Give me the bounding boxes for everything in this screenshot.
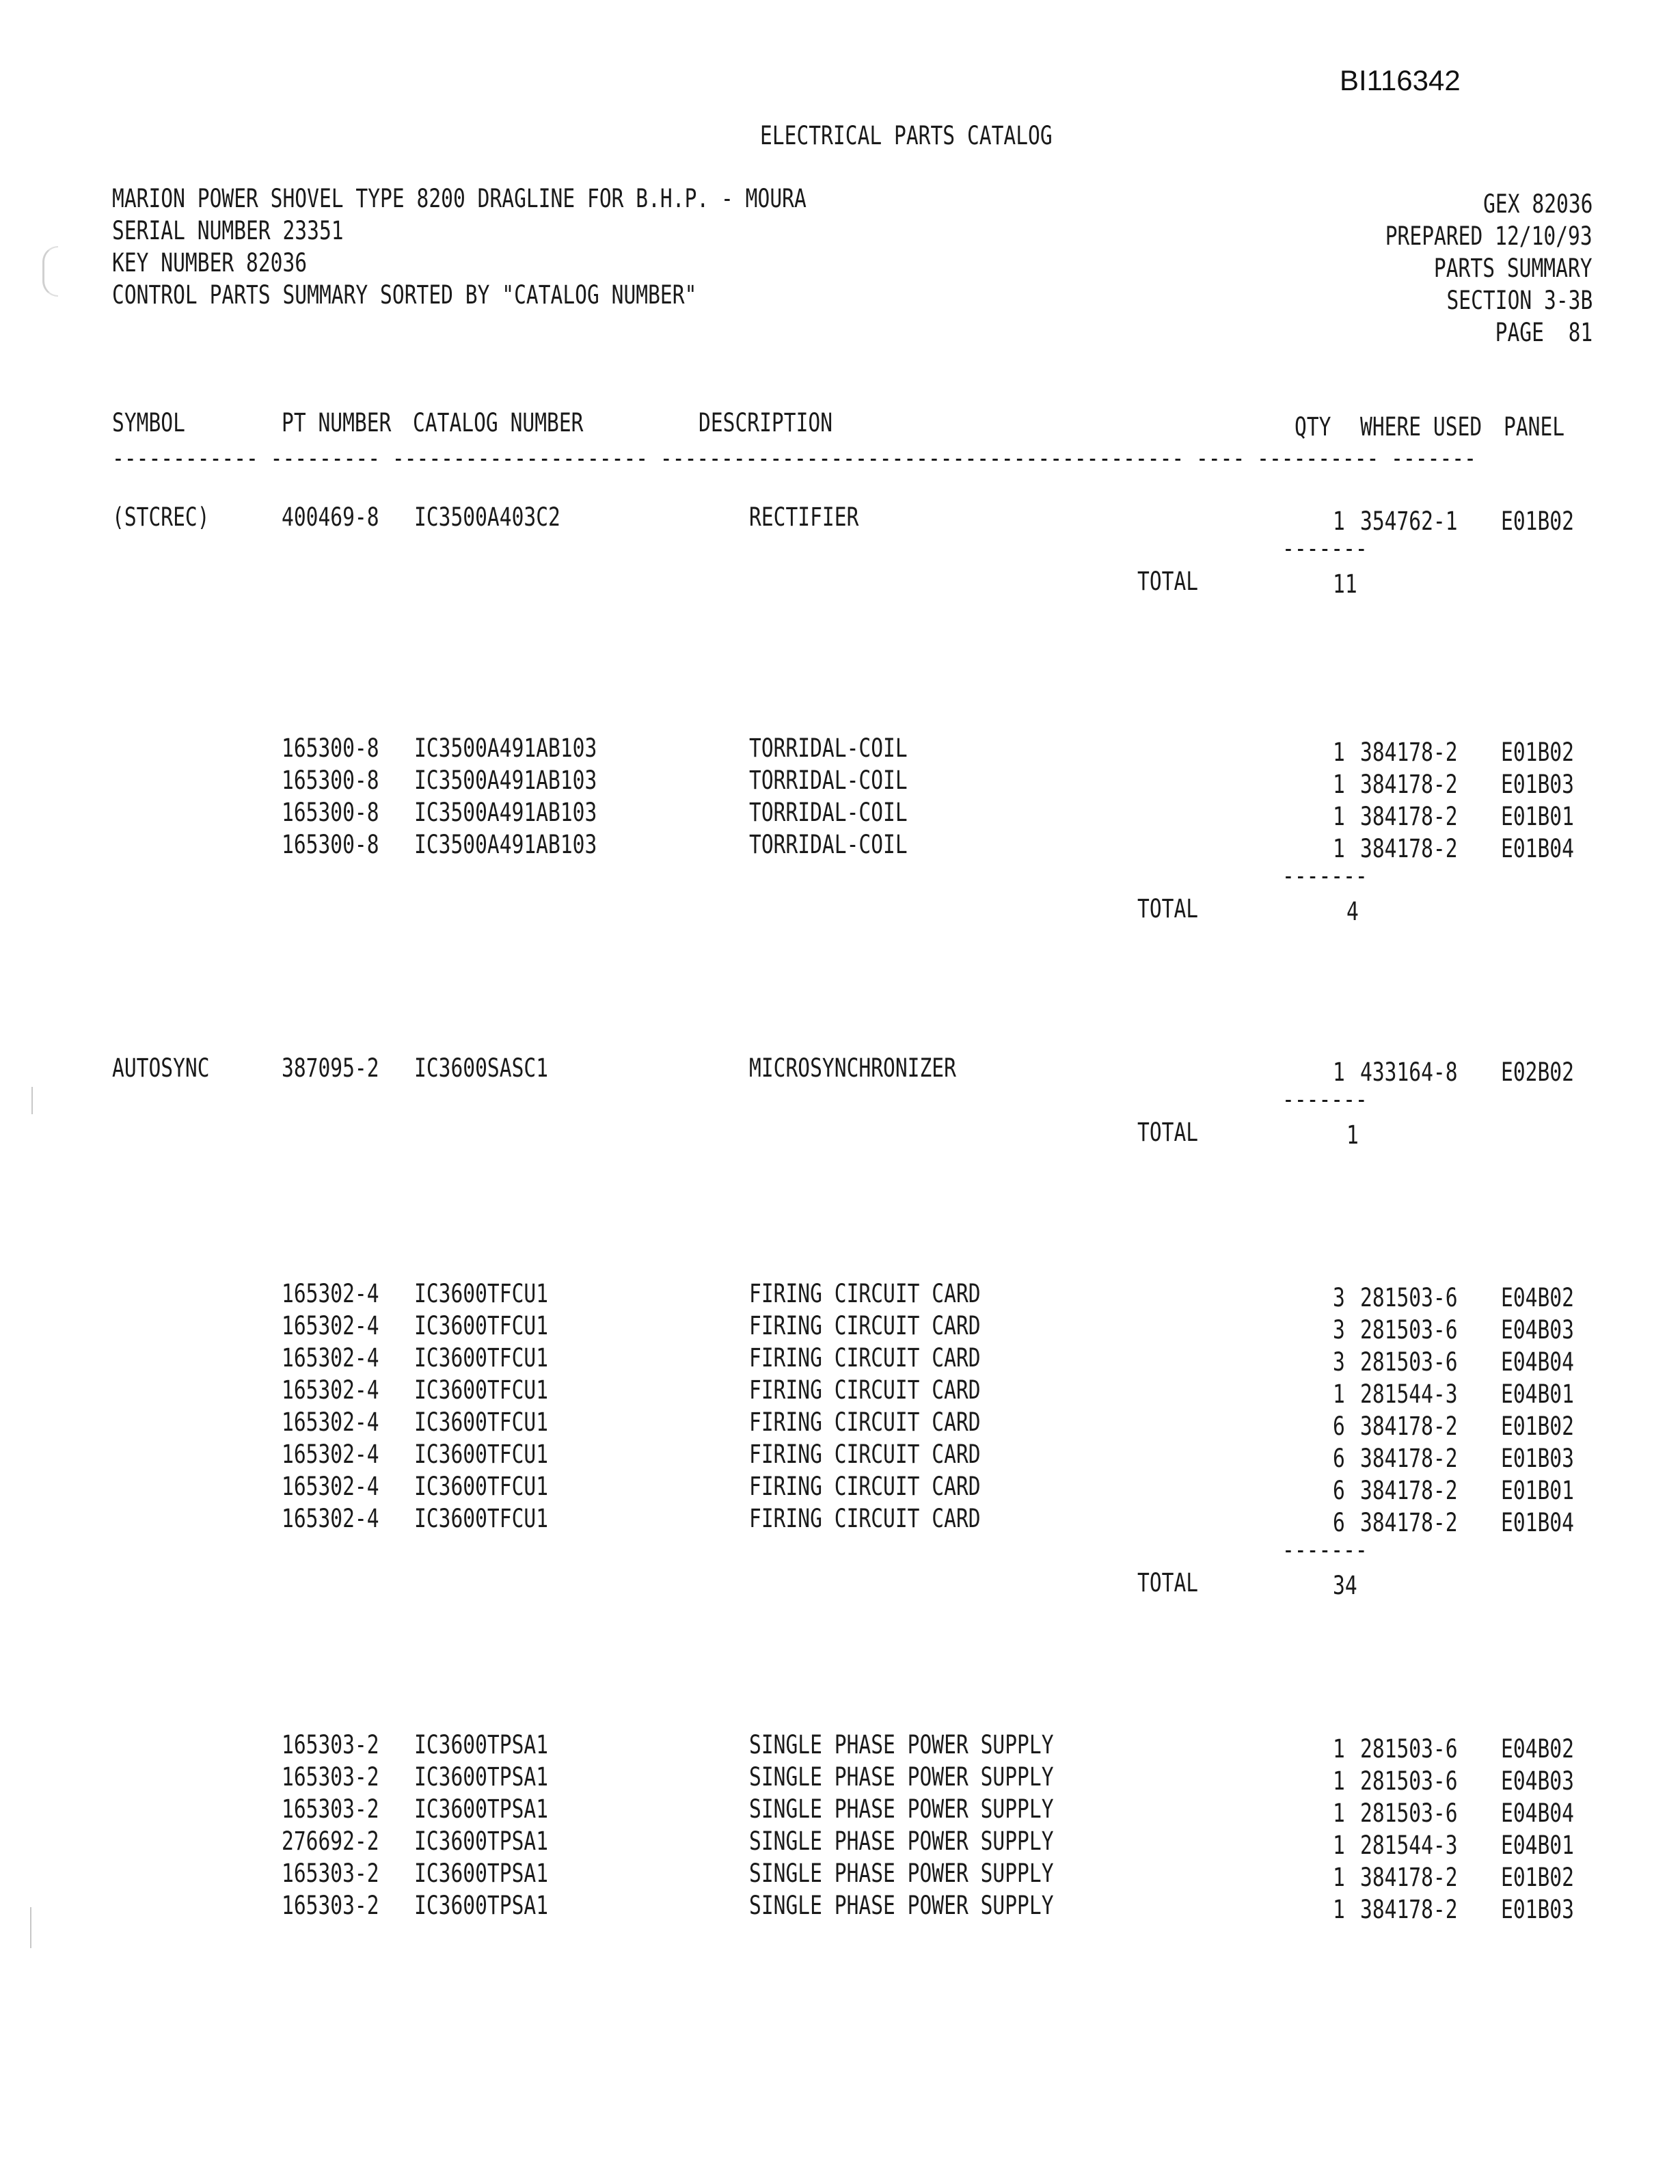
cell-description: TORRIDAL-COIL	[749, 798, 908, 827]
cell-where-used: 384178-2	[1360, 834, 1458, 863]
cell-qty: 1	[1333, 507, 1345, 536]
cell-symbol: (STCREC)	[112, 502, 210, 532]
cell-qty: 1	[1333, 1798, 1345, 1828]
header-left-line: KEY NUMBER 82036	[112, 248, 308, 278]
cell-where-used: 281544-3	[1360, 1379, 1458, 1409]
document-id: BI116342	[1340, 64, 1461, 96]
cell-panel: E04B04	[1501, 1347, 1574, 1377]
total-label: TOTAL	[1137, 894, 1199, 924]
header-left-line: CONTROL PARTS SUMMARY SORTED BY "CATALOG NUMBER"	[112, 280, 697, 310]
total-value: 1	[1346, 1120, 1359, 1150]
cell-description: SINGLE PHASE POWER SUPPLY	[749, 1762, 1054, 1792]
cell-where-used: 384178-2	[1360, 1444, 1458, 1473]
column-header-description: DESCRIPTION	[699, 408, 833, 437]
margin-mark	[30, 1907, 31, 1948]
cell-panel: E04B04	[1501, 1798, 1574, 1828]
cell-description: SINGLE PHASE POWER SUPPLY	[749, 1826, 1054, 1856]
cell-pt-number: 165303-2	[282, 1794, 379, 1824]
total-divider: -------	[1282, 1085, 1368, 1114]
cell-panel: E04B03	[1501, 1766, 1574, 1796]
cell-pt-number: 387095-2	[282, 1053, 379, 1083]
cell-description: FIRING CIRCUIT CARD	[749, 1472, 981, 1501]
cell-description: FIRING CIRCUIT CARD	[749, 1311, 981, 1340]
cell-qty: 1	[1333, 802, 1345, 831]
cell-panel: E01B03	[1501, 1895, 1574, 1924]
cell-description: FIRING CIRCUIT CARD	[749, 1279, 981, 1308]
cell-catalog-number: IC3500A491AB103	[414, 830, 597, 859]
cell-pt-number: 400469-8	[282, 502, 379, 532]
column-header-pt-number: PT NUMBER	[282, 408, 392, 437]
total-divider: -------	[1282, 534, 1368, 563]
cell-catalog-number: IC3600TFCU1	[414, 1343, 549, 1373]
cell-pt-number: 165302-4	[282, 1311, 379, 1340]
page-title: ELECTRICAL PARTS CATALOG	[760, 121, 1053, 150]
cell-description: SINGLE PHASE POWER SUPPLY	[749, 1859, 1054, 1888]
cell-panel: E01B04	[1501, 1508, 1574, 1537]
cell-where-used: 384178-2	[1360, 738, 1458, 767]
cell-pt-number: 165303-2	[282, 1859, 379, 1888]
cell-panel: E01B01	[1501, 1476, 1574, 1505]
total-label: TOTAL	[1137, 1568, 1199, 1597]
cell-pt-number: 165302-4	[282, 1440, 379, 1469]
cell-pt-number: 165303-2	[282, 1730, 379, 1760]
cell-where-used: 384178-2	[1360, 770, 1458, 799]
cell-panel: E04B01	[1501, 1379, 1574, 1409]
cell-symbol: AUTOSYNC	[112, 1053, 210, 1083]
cell-description: FIRING CIRCUIT CARD	[749, 1343, 981, 1373]
total-value: 4	[1346, 897, 1359, 926]
cell-where-used: 281503-6	[1360, 1283, 1458, 1312]
cell-panel: E02B02	[1501, 1057, 1574, 1087]
cell-catalog-number: IC3600TPSA1	[414, 1730, 549, 1760]
cell-qty: 1	[1333, 738, 1345, 767]
cell-panel: E01B04	[1501, 834, 1574, 863]
cell-pt-number: 165302-4	[282, 1279, 379, 1308]
total-label: TOTAL	[1137, 1118, 1199, 1147]
header-right-line: SECTION 3-3B	[1446, 286, 1593, 315]
cell-pt-number: 276692-2	[282, 1826, 379, 1856]
cell-qty: 1	[1333, 770, 1345, 799]
cell-description: SINGLE PHASE POWER SUPPLY	[749, 1891, 1054, 1920]
cell-pt-number: 165302-4	[282, 1375, 379, 1405]
cell-pt-number: 165300-8	[282, 766, 379, 795]
cell-catalog-number: IC3600TFCU1	[414, 1472, 549, 1501]
cell-qty: 1	[1333, 1831, 1345, 1860]
cell-qty: 6	[1333, 1508, 1345, 1537]
cell-where-used: 384178-2	[1360, 1476, 1458, 1505]
header-right-line: PARTS SUMMARY	[1434, 254, 1593, 283]
column-header-catalog-number: CATALOG NUMBER	[413, 408, 584, 437]
cell-pt-number: 165302-4	[282, 1343, 379, 1373]
cell-catalog-number: IC3500A491AB103	[414, 733, 597, 763]
cell-pt-number: 165303-2	[282, 1762, 379, 1792]
cell-qty: 3	[1333, 1283, 1345, 1312]
cell-qty: 1	[1333, 1379, 1345, 1409]
cell-catalog-number: IC3600TFCU1	[414, 1311, 549, 1340]
cell-where-used: 384178-2	[1360, 802, 1458, 831]
cell-panel: E01B02	[1501, 738, 1574, 767]
cell-where-used: 281503-6	[1360, 1798, 1458, 1828]
cell-catalog-number: IC3600TFCU1	[414, 1407, 549, 1437]
cell-description: SINGLE PHASE POWER SUPPLY	[749, 1794, 1054, 1824]
column-header-qty: QTY	[1295, 412, 1331, 442]
cell-pt-number: 165302-4	[282, 1407, 379, 1437]
cell-description: FIRING CIRCUIT CARD	[749, 1440, 981, 1469]
cell-where-used: 281503-6	[1360, 1347, 1458, 1377]
cell-description: FIRING CIRCUIT CARD	[749, 1375, 981, 1405]
cell-panel: E01B02	[1501, 1412, 1574, 1441]
column-header-panel: PANEL	[1504, 412, 1565, 442]
cell-qty: 6	[1333, 1476, 1345, 1505]
total-value: 34	[1333, 1571, 1357, 1600]
cell-catalog-number: IC3600TFCU1	[414, 1504, 549, 1533]
cell-panel: E01B02	[1501, 1863, 1574, 1892]
cell-panel: E01B03	[1501, 1444, 1574, 1473]
cell-qty: 1	[1333, 1057, 1345, 1087]
binder-hole-mark	[42, 246, 58, 297]
cell-pt-number: 165300-8	[282, 733, 379, 763]
cell-pt-number: 165302-4	[282, 1504, 379, 1533]
cell-catalog-number: IC3600SASC1	[414, 1053, 549, 1083]
column-header-where-used: WHERE USED	[1360, 412, 1482, 442]
header-right-line: PAGE 81	[1495, 318, 1593, 347]
cell-catalog-number: IC3500A491AB103	[414, 798, 597, 827]
cell-description: MICROSYNCHRONIZER	[749, 1053, 956, 1083]
cell-description: FIRING CIRCUIT CARD	[749, 1504, 981, 1533]
cell-where-used: 384178-2	[1360, 1412, 1458, 1441]
total-label: TOTAL	[1137, 567, 1199, 596]
cell-description: SINGLE PHASE POWER SUPPLY	[749, 1730, 1054, 1760]
cell-where-used: 354762-1	[1360, 507, 1458, 536]
cell-panel: E01B01	[1501, 802, 1574, 831]
header-right-line: PREPARED 12/10/93	[1385, 221, 1593, 251]
cell-catalog-number: IC3600TPSA1	[414, 1794, 549, 1824]
cell-panel: E04B03	[1501, 1315, 1574, 1345]
cell-where-used: 384178-2	[1360, 1895, 1458, 1924]
cell-qty: 3	[1333, 1347, 1345, 1377]
cell-pt-number: 165300-8	[282, 830, 379, 859]
header-left-line: MARION POWER SHOVEL TYPE 8200 DRAGLINE FOR B.H.P. - MOURA	[112, 184, 807, 213]
total-value: 11	[1333, 569, 1357, 599]
cell-where-used: 281503-6	[1360, 1734, 1458, 1764]
cell-catalog-number: IC3600TPSA1	[414, 1762, 549, 1792]
cell-where-used: 384178-2	[1360, 1508, 1458, 1537]
cell-qty: 1	[1333, 1895, 1345, 1924]
cell-panel: E01B03	[1501, 770, 1574, 799]
cell-qty: 6	[1333, 1444, 1345, 1473]
cell-where-used: 433164-8	[1360, 1057, 1458, 1087]
cell-panel: E04B01	[1501, 1831, 1574, 1860]
cell-catalog-number: IC3600TPSA1	[414, 1826, 549, 1856]
cell-qty: 1	[1333, 1863, 1345, 1892]
cell-catalog-number: IC3600TFCU1	[414, 1279, 549, 1308]
cell-panel: E04B02	[1501, 1283, 1574, 1312]
cell-qty: 1	[1333, 1766, 1345, 1796]
cell-description: RECTIFIER	[749, 502, 859, 532]
cell-pt-number: 165302-4	[282, 1472, 379, 1501]
cell-description: TORRIDAL-COIL	[749, 766, 908, 795]
header-left-line: SERIAL NUMBER 23351	[112, 216, 344, 245]
cell-catalog-number: IC3600TFCU1	[414, 1375, 549, 1405]
cell-description: TORRIDAL-COIL	[749, 733, 908, 763]
total-divider: -------	[1282, 861, 1368, 891]
cell-pt-number: 165300-8	[282, 798, 379, 827]
header-right-line: GEX 82036	[1482, 189, 1593, 219]
cell-where-used: 384178-2	[1360, 1863, 1458, 1892]
header-divider: ------------ --------- --------------------- ------------------------------------------- ---- ---------- -------	[112, 444, 1476, 473]
cell-description: FIRING CIRCUIT CARD	[749, 1407, 981, 1437]
column-header-symbol: SYMBOL	[112, 408, 185, 437]
cell-catalog-number: IC3600TPSA1	[414, 1891, 549, 1920]
cell-where-used: 281503-6	[1360, 1315, 1458, 1345]
cell-where-used: 281503-6	[1360, 1766, 1458, 1796]
cell-where-used: 281544-3	[1360, 1831, 1458, 1860]
cell-qty: 6	[1333, 1412, 1345, 1441]
cell-qty: 3	[1333, 1315, 1345, 1345]
cell-qty: 1	[1333, 834, 1345, 863]
cell-panel: E01B02	[1501, 507, 1574, 536]
margin-mark	[31, 1087, 33, 1114]
cell-catalog-number: IC3500A491AB103	[414, 766, 597, 795]
cell-qty: 1	[1333, 1734, 1345, 1764]
cell-pt-number: 165303-2	[282, 1891, 379, 1920]
total-divider: -------	[1282, 1535, 1368, 1565]
cell-catalog-number: IC3500A403C2	[414, 502, 560, 532]
cell-catalog-number: IC3600TFCU1	[414, 1440, 549, 1469]
cell-description: TORRIDAL-COIL	[749, 830, 908, 859]
cell-panel: E04B02	[1501, 1734, 1574, 1764]
cell-catalog-number: IC3600TPSA1	[414, 1859, 549, 1888]
